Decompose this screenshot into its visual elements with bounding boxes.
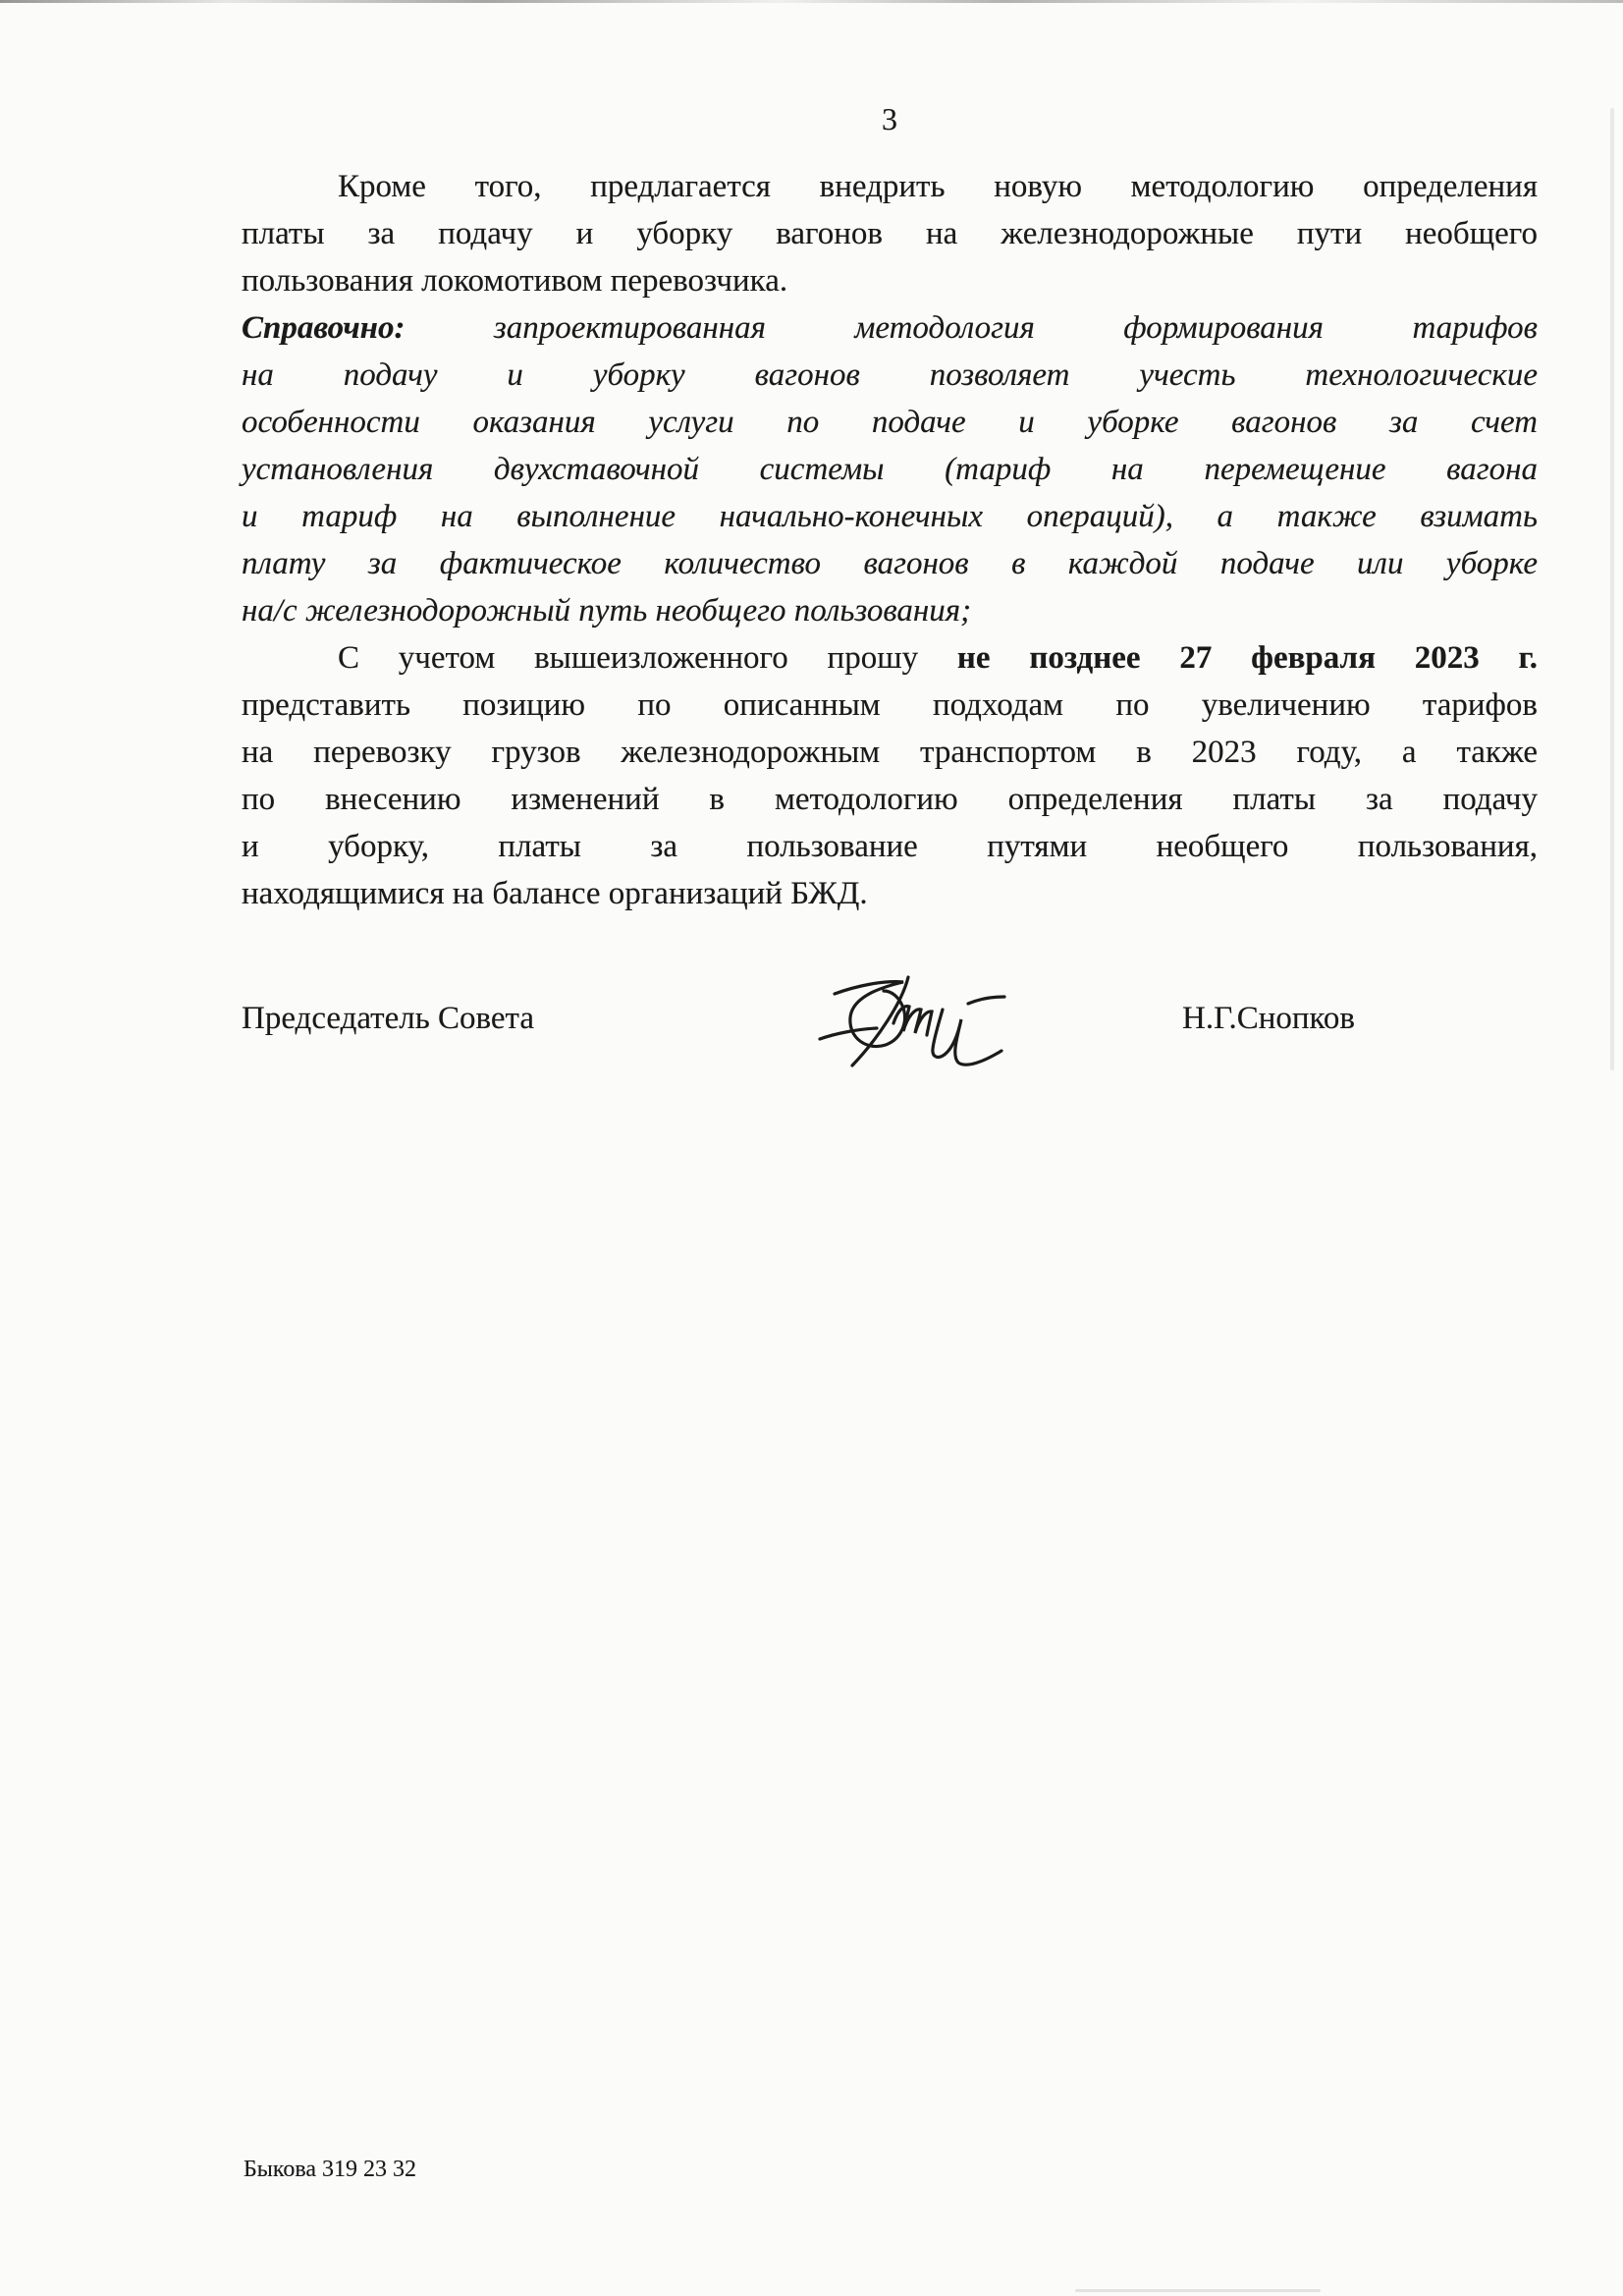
signer-name: Н.Г.Снопков: [1182, 1001, 1355, 1036]
reference-note-label: Справочно:: [242, 310, 406, 346]
text-line: особенности оказания услуги по подаче и уборке вагонов за счет: [242, 405, 1538, 440]
request-deadline: не позднее 27 февраля 2023 г.: [956, 640, 1539, 676]
text-line: Кроме того, предлагается внедрить новую методологию определения: [338, 169, 1538, 204]
text-line: представить позицию по описанным подходам по увеличению тарифов: [242, 687, 1538, 723]
text-line: находящимися на балансе организаций БЖД.: [242, 876, 868, 911]
text-line: платы за подачу и уборку вагонов на железнодорожные пути необщего: [242, 216, 1538, 251]
reference-note-text: запроектированная методология формирования тарифов: [493, 310, 1538, 346]
paragraph-proposal: [242, 163, 1538, 304]
scan-bottom-edge-artifact: [1075, 2289, 1321, 2292]
text-line: по внесению изменений в методологию определения платы за подачу: [242, 782, 1538, 817]
text-line: установления двухставочной системы (тариф на перемещение вагона: [242, 452, 1538, 487]
text-line: [242, 304, 1538, 352]
text-line: плату за фактическое количество вагонов в каждой подаче или уборке: [242, 546, 1538, 581]
scan-right-edge-artifact: [1610, 108, 1614, 1070]
text-line: на перевозку грузов железнодорожным транспортом в 2023 году, а также: [242, 735, 1538, 770]
page-number: 3: [882, 101, 897, 137]
handwritten-signature: [807, 960, 1018, 1083]
text-line: на подачу и уборку вагонов позволяет учесть технологические: [242, 357, 1538, 393]
signer-position-title: Председатель Совета: [242, 1001, 535, 1036]
text-line: и тариф на выполнение начально-конечных операций), а также взимать: [242, 499, 1538, 534]
text-line: и уборку, платы за пользование путями необщего пользования,: [242, 829, 1538, 864]
paragraph-request: [242, 634, 1538, 917]
text-line: на/с железнодорожный путь необщего пользования;: [242, 593, 972, 629]
paragraph-reference-note: [242, 304, 1538, 634]
executor-contact: Быкова 319 23 32: [243, 2157, 417, 2182]
scan-top-edge-artifact: [0, 0, 1623, 3]
text-line: [242, 634, 1538, 682]
text-line: пользования локомотивом перевозчика.: [242, 263, 788, 299]
letter-body: [242, 163, 1538, 917]
request-text: С учетом вышеизложенного прошу: [338, 640, 919, 676]
